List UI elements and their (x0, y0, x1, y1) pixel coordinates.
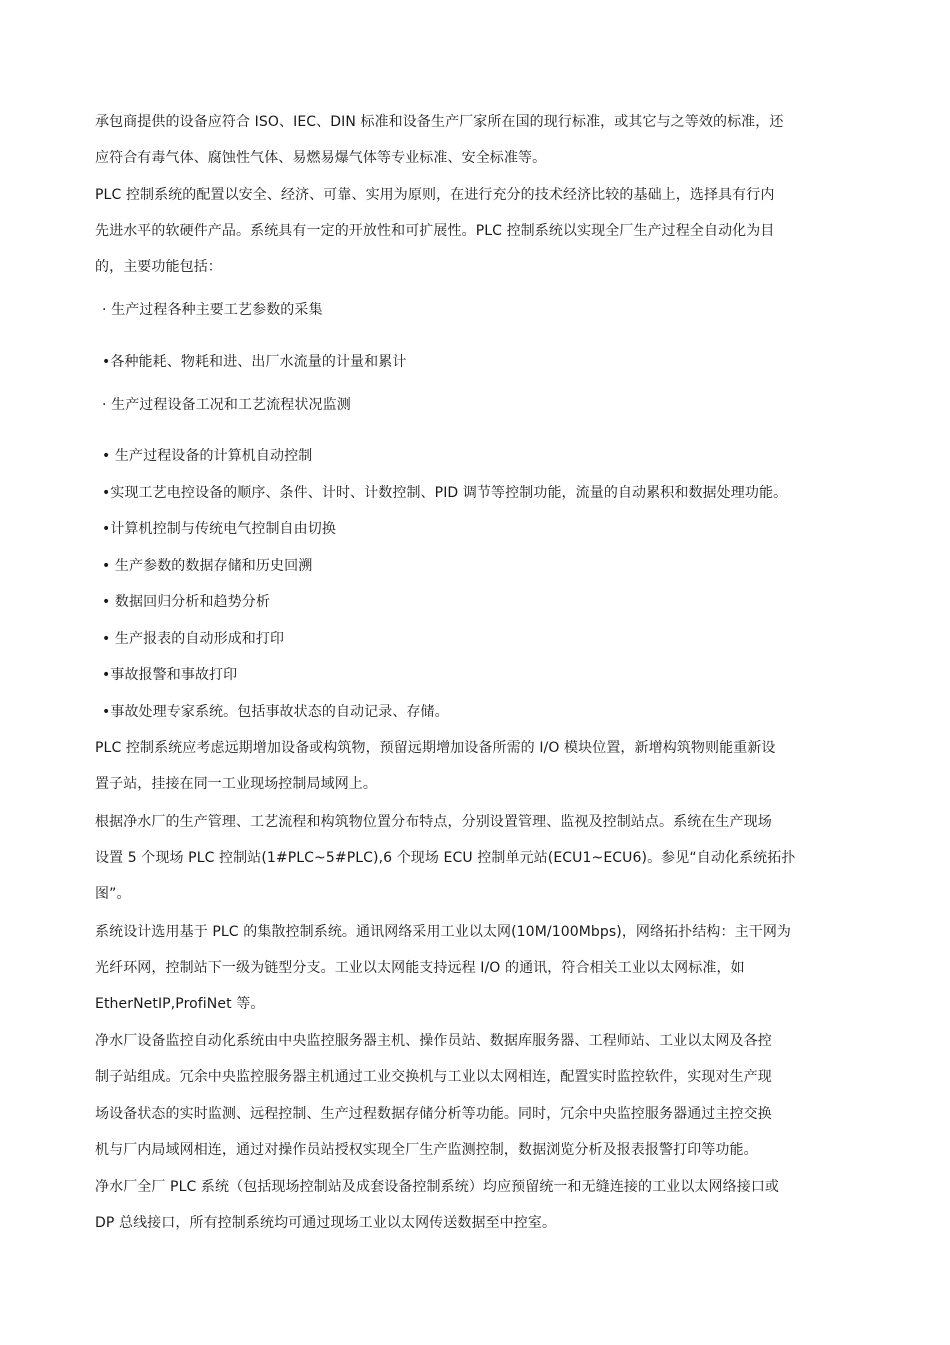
list-item: · 生产过程各种主要工艺参数的采集 (102, 302, 323, 318)
list-item: • 生产参数的数据存储和历史回溯 (102, 558, 313, 574)
list-item: · 生产过程设备工况和工艺流程状况监测 (102, 397, 351, 413)
paragraph-line: 图”。 (95, 886, 131, 902)
paragraph-line: 置子站，挂接在同一工业现场控制局域网上。 (95, 776, 377, 792)
list-item: •事故处理专家系统。包括事故状态的自动记录、存储。 (102, 704, 449, 720)
paragraph-line: 场设备状态的实时监测、远程控制、生产过程数据存储分析等功能。同时，冗余中央监控服务器通过主控交换 (95, 1106, 772, 1122)
paragraph-line: 设置 5 个现场 PLC 控制站(1#PLC~5#PLC),6 个现场 ECU 控制单元站(ECU1~ECU6)。参见“自动化系统拓扑 (95, 850, 796, 866)
list-item: • 生产过程设备的计算机自动控制 (102, 448, 313, 464)
list-item: • 生产报表的自动形成和打印 (102, 631, 285, 647)
paragraph-line: 光纤环网，控制站下一级为链型分支。工业以太网能支持远程 I/O 的通讯，符合相关工业以太网标准，如 (95, 960, 745, 976)
paragraph-line: 根据净水厂的生产管理、工艺流程和构筑物位置分布特点，分别设置管理、监视及控制站点。系统在生产现场 (95, 814, 772, 830)
paragraph-line: 先进水平的软硬件产品。系统具有一定的开放性和可扩展性。PLC 控制系统以实现全厂生产过程全自动化为目 (95, 223, 775, 239)
list-item: •实现工艺电控设备的顺序、条件、计时、计数控制、PID 调节等控制功能，流量的自动累积和数据处理功能。 (102, 485, 788, 501)
paragraph-line: 应符合有毒气体、腐蚀性气体、易燃易爆气体等专业标准、安全标准等。 (95, 150, 547, 166)
paragraph-line: 制子站组成。冗余中央监控服务器主机通过工业交换机与工业以太网相连，配置实时监控软件，实现对生产现 (95, 1069, 772, 1085)
paragraph-line: EtherNetIP,ProfiNet 等。 (95, 996, 265, 1012)
paragraph-line: DP 总线接口，所有控制系统均可通过现场工业以太网传送数据至中控室。 (95, 1215, 557, 1231)
list-item: • 数据回归分析和趋势分析 (102, 594, 271, 610)
paragraph-line: 承包商提供的设备应符合 ISO、IEC、DIN 标准和设备生产厂家所在国的现行标准，或其它与之等效的标准，还 (95, 114, 784, 130)
paragraph-line: 机与厂内局域网相连，通过对操作员站授权实现全厂生产监测控制，数据浏览分析及报表报警打印等功能。 (95, 1142, 758, 1158)
paragraph-line: PLC 控制系统应考虑远期增加设备或构筑物，预留远期增加设备所需的 I/O 模块位置，新增构筑物则能重新设 (95, 740, 776, 756)
paragraph-line: PLC 控制系统的配置以安全、经济、可靠、实用为原则，在进行充分的技术经济比较的基础上，选择具有行内 (95, 187, 775, 203)
paragraph-line: 净水厂设备监控自动化系统由中央监控服务器主机、操作员站、数据库服务器、工程师站、工业以太网及各控 (95, 1033, 772, 1049)
paragraph-line: 的，主要功能包括： (95, 259, 222, 275)
list-item: •计算机控制与传统电气控制自由切换 (102, 521, 336, 537)
paragraph-line: 系统设计选用基于 PLC 的集散控制系统。通讯网络采用工业以太网(10M/100Mbps)，网络拓扑结构：主干网为 (95, 924, 792, 940)
list-item: •事故报警和事故打印 (102, 667, 238, 683)
paragraph-line: 净水厂全厂 PLC 系统（包括现场控制站及成套设备控制系统）均应预留统一和无缝连接的工业以太网络接口或 (95, 1179, 780, 1195)
list-item: •各种能耗、物耗和进、出厂水流量的计量和累计 (102, 354, 407, 370)
